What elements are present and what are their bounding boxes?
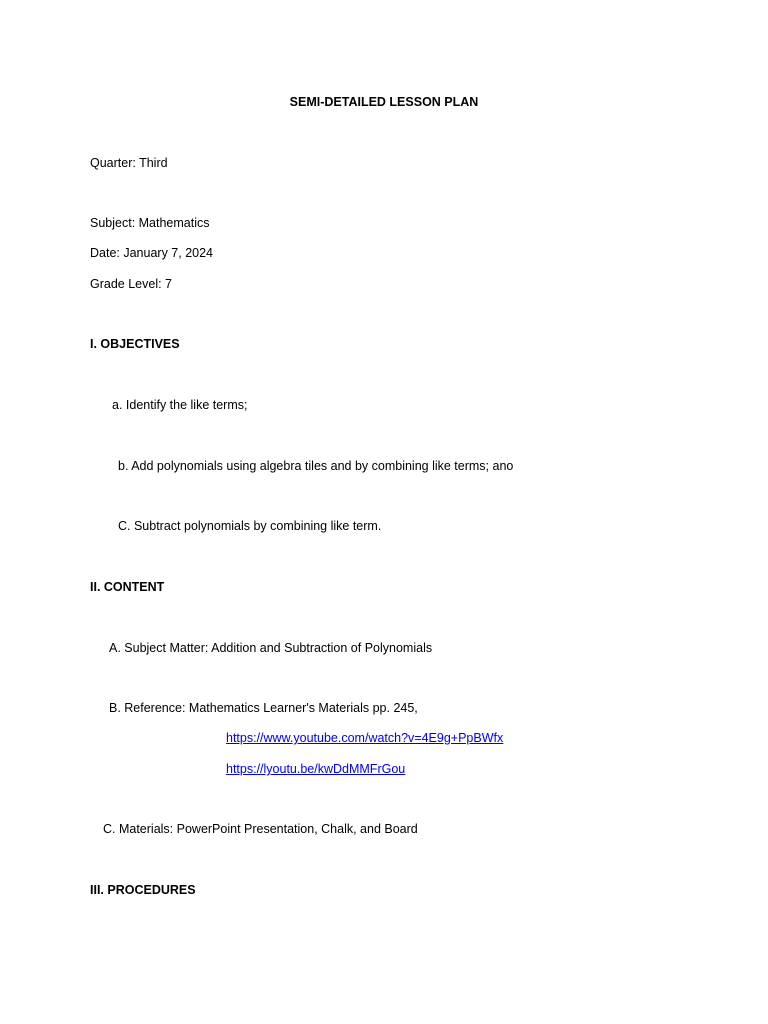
content-heading: II. CONTENT <box>90 580 165 594</box>
objectives-heading: I. OBJECTIVES <box>90 337 180 351</box>
objective-item-b: b. Add polynomials using algebra tiles and by combining like terms; ano <box>118 459 514 473</box>
reference-link-youtube[interactable]: https://www.youtube.com/watch?v=4E9g+PpBWfx <box>226 731 504 745</box>
materials-line: C. Materials: PowerPoint Presentation, Chalk, and Board <box>103 822 418 836</box>
quarter-field: Quarter: Third <box>90 156 168 170</box>
reference-link-short[interactable]: https://lyoutu.be/kwDdMMFrGou <box>226 762 406 776</box>
document-title: SEMI-DETAILED LESSON PLAN <box>289 95 479 109</box>
objective-item-a: a. Identify the like terms; <box>112 398 248 412</box>
subject-field: Subject: Mathematics <box>90 216 210 230</box>
procedures-heading: III. PROCEDURES <box>90 883 196 897</box>
date-field: Date: January 7, 2024 <box>90 246 213 260</box>
subject-matter-line: A. Subject Matter: Addition and Subtraction of Polynomials <box>109 641 433 655</box>
reference-line: B. Reference: Mathematics Learner's Materials pp. 245, <box>109 701 418 715</box>
objective-item-c: C. Subtract polynomials by combining like term. <box>118 519 382 533</box>
grade-level-field: Grade Level: 7 <box>90 277 172 291</box>
